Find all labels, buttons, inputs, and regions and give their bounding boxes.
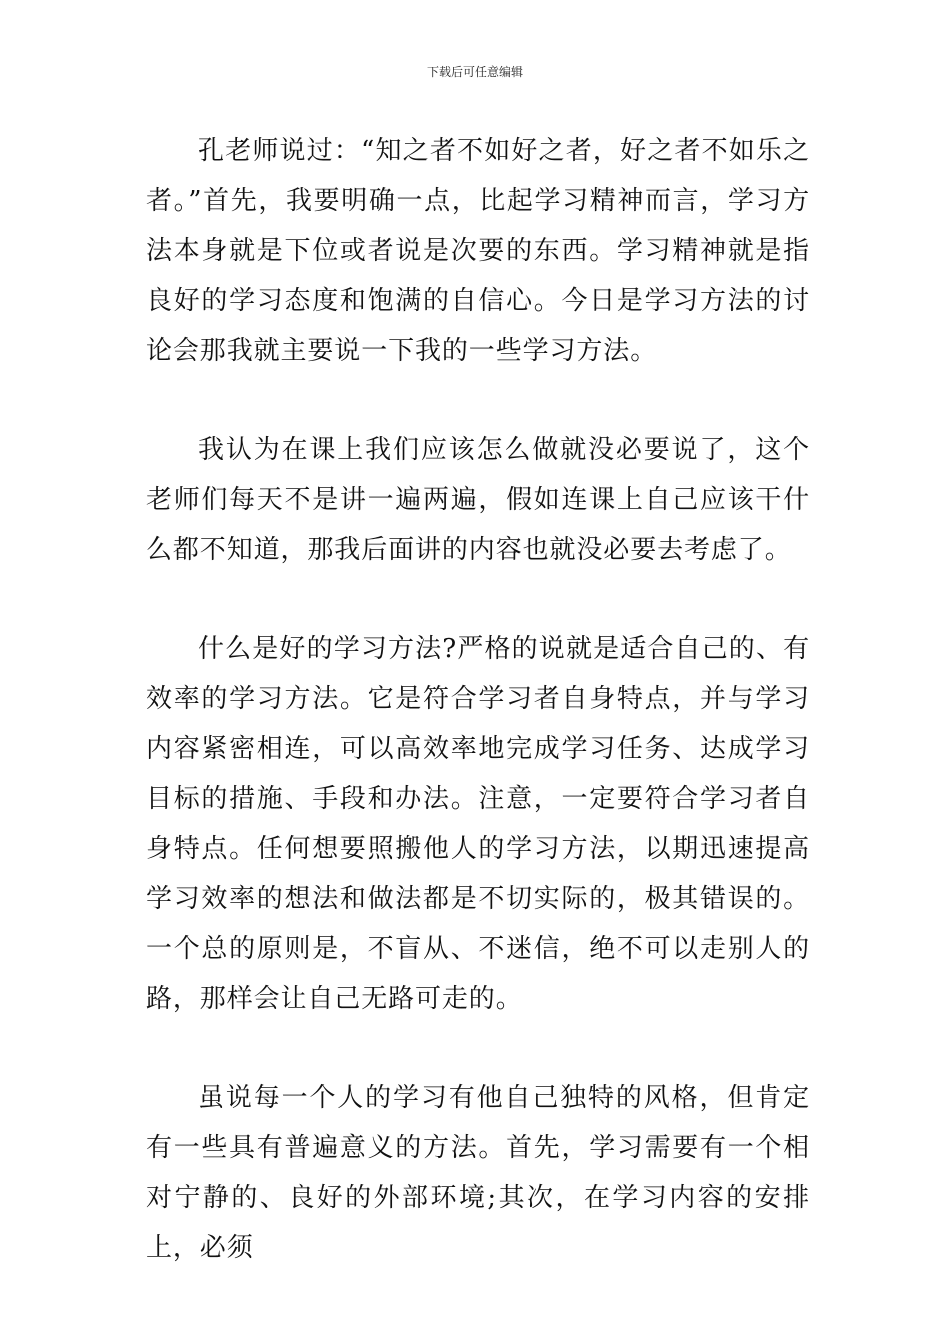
- paragraph-4: 虽说每一个人的学习有他自己独特的风格，但肯定有一些具有普遍意义的方法。首先，学习需要有一个相对宁静的、良好的外部环境;其次，在学习内容的安排上，必须: [146, 1083, 810, 1263]
- paragraph-1: 孔老师说过：“知之者不如好之者，好之者不如乐之者。”首先，我要明确一点，比起学习精神而言，学习方法本身就是下位或者说是次要的东西。学习精神就是指良好的学习态度和饱满的自信心。今日是学习方法的讨论会那我就主要说一下我的一些学习方法。: [146, 136, 810, 366]
- paragraph-2: 我认为在课上我们应该怎么做就没必要说了，这个老师们每天不是讲一遍两遍，假如连课上自己应该干什么都不知道，那我后面讲的内容也就没必要去考虑了。: [146, 435, 810, 565]
- page-header: 下载后可任意编辑: [426, 65, 523, 79]
- document-body: [146, 126, 810, 1273]
- paragraph-3: 什么是好的学习方法?严格的说就是适合自己的、有效率的学习方法。它是符合学习者自身特点，并与学习内容紧密相连，可以高效率地完成学习任务、达成学习目标的措施、手段和办法。注意，一定要符合学习者自身特点。任何想要照搬他人的学习方法，以期迅速提高学习效率的想法和做法都是不切实际的，极其错误的。一个总的原则是，不盲从、不迷信，绝不可以走别人的路，那样会让自己无路可走的。: [146, 634, 810, 1014]
